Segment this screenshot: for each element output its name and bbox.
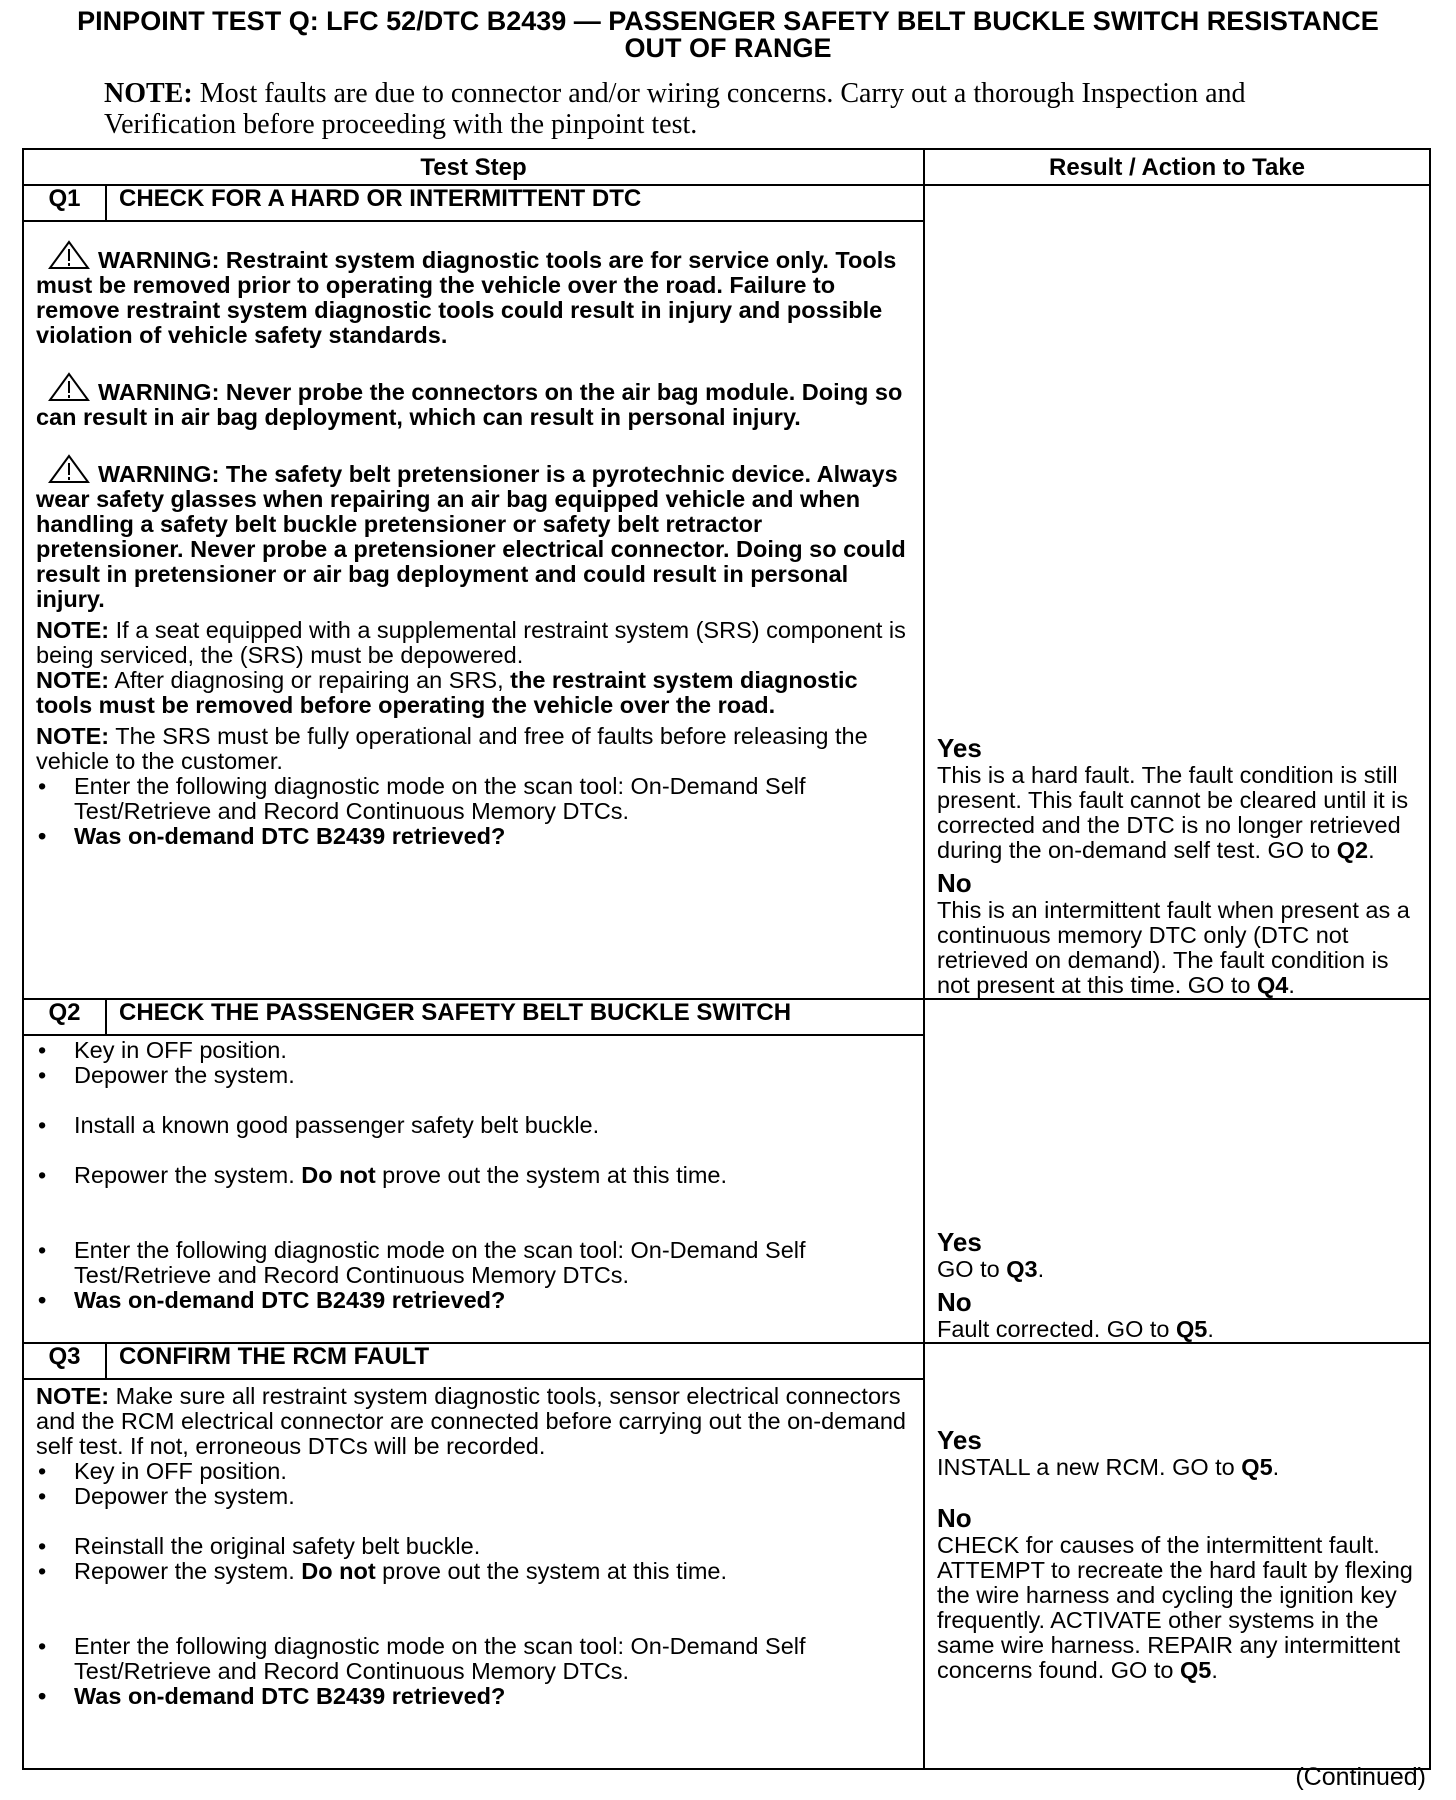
step-list [36,1459,913,1709]
list-item: • Key in OFF position. [36,1459,913,1484]
goto-link: Q2 [1336,837,1369,863]
step-heading-q2: CHECK THE PASSENGER SAFETY BELT BUCKLE SWITCH [106,999,924,1035]
no-action: CHECK for causes of the intermittent fault. ATTEMPT to recreate the hard fault by flexing the wire harness and cycling the ignition key frequently. ACTIVATE other systems in the same wire harness. REPAIR any intermittent concerns found. GO to Q5. [937,1532,1413,1683]
continued-label: (Continued) [1295,1763,1426,1791]
step-body-q2 [23,1035,924,1343]
yes-label: Yes [937,733,982,763]
list-item [36,1163,913,1188]
page-title [20,8,1436,62]
step-body-q1 [23,221,924,999]
title-line-2: OUT OF RANGE [624,33,832,63]
result-q2 [924,999,1430,1343]
step-id-q1: Q1 [23,185,106,221]
intro-note-label: NOTE: [104,78,193,109]
note-text: The SRS must be fully operational and free of faults before releasing the vehicle to the customer. [36,723,868,774]
note [36,618,913,668]
list-item-emphasis: Do not [301,1162,376,1188]
title-line-1: PINPOINT TEST Q: LFC 52/DTC B2439 — PASSENGER SAFETY BELT BUCKLE SWITCH RESISTANCE [77,6,1379,36]
list-item: • Key in OFF position. [36,1038,913,1063]
yes-label: Yes [937,1425,982,1455]
warning-icon [48,372,90,402]
note-label: NOTE: [36,1383,110,1409]
warning-icon [48,240,90,270]
table-row [23,1343,1430,1379]
pinpoint-table [22,148,1431,1770]
no-label: No [937,868,972,898]
list-item: • Install a known good passenger safety belt buckle. [36,1113,913,1138]
warning-text: WARNING: The safety belt pretensioner is a pyrotechnic device. Always wear safety glasses when repairing an air bag equipped vehicle and when handling a safety belt buckle pretensioner or safety belt retractor pretensioner. Never probe a pretensioner electrical connector. Doing so could result in pretensioner or air bag deployment and could result in personal injury. [36,461,906,612]
note-text: After diagnosing or repairing an SRS, [109,667,511,693]
warning-2 [36,372,913,430]
header-result: Result / Action to Take [924,149,1430,185]
goto-link: Q5 [1176,1316,1208,1342]
no-action: This is an intermittent fault when present as a continuous memory DTC only (DTC not retrieved on demand). The fault condition is not present at this time. GO to Q4. [937,897,1410,998]
warning-3 [36,454,913,612]
list-item-text: prove out the system at this time. [375,1162,727,1188]
yes-text: INSTALL a new RCM. GO to [937,1454,1242,1480]
warning-text: WARNING: Restraint system diagnostic tools are for service only. Tools must be removed prior to operating the vehicle over the road. Failure to remove restraint system diagnostic tools could result in injury and possible violation of vehicle safety standards. [36,247,897,348]
no-text: This is an intermittent fault when present as a continuous memory DTC only (DTC not retrieved on demand). The fault condition is not present at this time. GO to [937,897,1410,998]
step-id-q2: Q2 [23,999,106,1035]
yes-label: Yes [937,1227,982,1257]
no-text: CHECK for causes of the intermittent fault. ATTEMPT to recreate the hard fault by flexing the wire harness and cycling the ignition key frequently. ACTIVATE other systems in the same wire harness. REPAIR any intermittent concerns found. GO to [937,1532,1413,1683]
note-text: Make sure all restraint system diagnostic tools, sensor electrical connectors and the RCM electrical connector are connected before carrying out the on-demand self test. If not, erroneous DTCs will be recorded. [36,1383,906,1459]
no-text: Fault corrected. GO to [937,1316,1177,1342]
note-text: If a seat equipped with a supplemental restraint system (SRS) component is being serviced, the (SRS) must be depowered. [36,617,906,668]
table-row [23,185,1430,221]
yes-action: This is a hard fault. The fault condition is still present. This fault cannot be cleared until it is corrected and the DTC is no longer retrieved during the on-demand self test. GO to Q2. [937,762,1409,863]
goto-link: Q3 [1006,1256,1038,1282]
result-q1 [924,185,1430,999]
step-list [36,774,913,849]
warning-text: WARNING: Never probe the connectors on the air bag module. Doing so can result in air bag deployment, which can result in personal injury. [36,379,903,430]
note-label: NOTE: [36,723,110,749]
note [36,668,913,718]
yes-text: GO to [937,1256,1007,1282]
note-label: NOTE: [36,667,110,693]
table-row [23,999,1430,1035]
list-item: • Depower the system. [36,1484,913,1509]
goto-link: Q5 [1179,1657,1212,1683]
list-item: • Depower the system. [36,1063,913,1088]
yes-text: This is a hard fault. The fault condition is still present. This fault cannot be cleared until it is corrected and the DTC is no longer retrieved during the on-demand self test. GO to [937,762,1409,863]
list-item-question: • Was on-demand DTC B2439 retrieved? [36,1288,913,1313]
yes-action: INSTALL a new RCM. GO to Q5. [937,1454,1280,1480]
list-item: • Enter the following diagnostic mode on the scan tool: On-Demand Self Test/Retrieve and Record Continuous Memory DTCs. [36,1238,913,1288]
list-item: • Enter the following diagnostic mode on the scan tool: On-Demand Self Test/Retrieve and Record Continuous Memory DTCs. [36,1634,913,1684]
note [36,724,913,774]
result-q3 [924,1343,1430,1769]
list-item [36,1559,913,1584]
list-item-emphasis: Do not [301,1558,376,1584]
yes-action: GO to Q3. [937,1256,1045,1282]
table-header-row [23,149,1430,185]
list-item-text: prove out the system at this time. [375,1558,727,1584]
list-item: • Enter the following diagnostic mode on the scan tool: On-Demand Self Test/Retrieve and Record Continuous Memory DTCs. [36,774,913,824]
no-label: No [937,1503,972,1533]
warning-1 [36,240,913,348]
step-heading-q3: CONFIRM THE RCM FAULT [106,1343,924,1379]
header-test-step: Test Step [23,149,924,185]
note [36,1384,913,1459]
no-action: Fault corrected. GO to Q5. [937,1316,1214,1342]
list-item-text: Repower the system. [74,1162,302,1188]
goto-link: Q5 [1241,1454,1273,1480]
intro-note [104,78,1264,140]
list-item-text: Repower the system. [74,1558,302,1584]
step-list [36,1038,913,1313]
list-item: • Reinstall the original safety belt buckle. [36,1534,913,1559]
list-item-question: • Was on-demand DTC B2439 retrieved? [36,1684,913,1709]
list-item-question: • Was on-demand DTC B2439 retrieved? [36,824,913,849]
step-body-q3 [23,1379,924,1769]
no-label: No [937,1287,972,1317]
note-emphasis: the restraint system diagnostic tools must be removed before operating the vehicle over the road. [36,667,858,718]
step-id-q3: Q3 [23,1343,106,1379]
goto-link: Q4 [1257,972,1289,998]
step-heading-q1: CHECK FOR A HARD OR INTERMITTENT DTC [106,185,924,221]
warning-icon [48,454,90,484]
intro-note-text: Most faults are due to connector and/or wiring concerns. Carry out a thorough Inspection and Verification before proceeding with the pinpoint test. [104,78,1246,140]
note-label: NOTE: [36,617,110,643]
